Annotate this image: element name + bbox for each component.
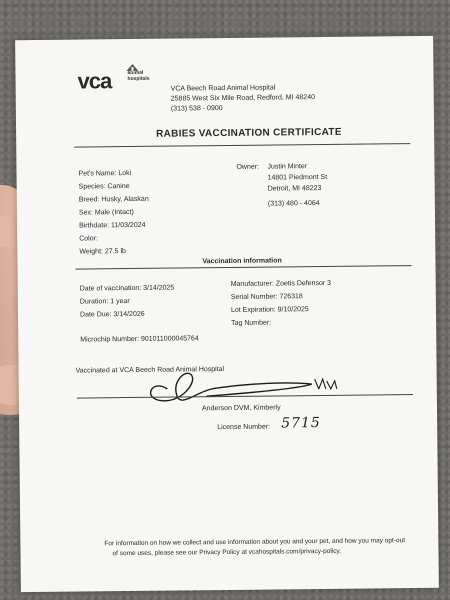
vaccination-section-title: Vaccination information xyxy=(202,257,282,266)
vaccination-date-due: Date Due: 3/14/2026 xyxy=(79,310,145,319)
pet-breed: Breed: Husky, Alaskan xyxy=(78,195,149,204)
hospital-phone: (313) 538 - 0900 xyxy=(170,105,223,113)
pet-name: Pet's Name: Loki xyxy=(78,169,132,178)
vaccine-lot-expiration: Lot Expiration: 9/10/2025 xyxy=(230,306,309,314)
hospital-address: 25885 West Six Mile Road, Redford, MI 48240 xyxy=(170,94,316,103)
license-number-handwritten: 5715 xyxy=(281,415,321,432)
pet-birthdate: Birthdate: 11/03/2024 xyxy=(79,221,146,230)
privacy-footer-line2: of some uses, please see our Privacy Policy at vcahospitals.com/privacy-policy. xyxy=(112,547,342,558)
microchip-number: Microchip Number: 901011000045764 xyxy=(80,335,199,344)
vaccine-serial-number: Serial Number: 726318 xyxy=(230,293,303,301)
certificate-title: RABIES VACCINATION CERTIFICATE xyxy=(156,126,342,140)
logo-sub-line1: animal xyxy=(127,69,144,77)
veterinarian-name: Anderson DVM, Kimberly xyxy=(201,404,281,413)
vaccination-date: Date of vaccination: 3/14/2025 xyxy=(79,284,175,293)
vca-logo: vca xyxy=(77,68,112,94)
pet-sex: Sex: Male (Intact) xyxy=(78,208,134,217)
privacy-footer-line1: For information on how we collect and use information about you and your pet, and how you may opt-out xyxy=(104,537,406,548)
pet-color: Color: xyxy=(79,235,98,243)
hospital-name: VCA Beech Road Animal Hospital xyxy=(170,84,276,93)
vaccination-duration: Duration: 1 year xyxy=(79,298,130,306)
owner-label: Owner: xyxy=(236,163,260,171)
vaccine-manufacturer: Manufacturer: Zoetis Defensor 3 xyxy=(230,279,332,288)
owner-name: Justin Minter xyxy=(267,163,308,171)
license-number-label: License Number: xyxy=(217,423,271,432)
certificate-paper xyxy=(15,36,439,592)
vaccinated-at: Vaccinated at VCA Beech Road Animal Hospital xyxy=(75,366,225,375)
owner-phone: (313) 480 - 4064 xyxy=(267,200,320,208)
logo-subtitle xyxy=(127,70,149,82)
title-divider xyxy=(74,143,410,148)
pet-species: Species: Canine xyxy=(78,183,130,191)
logo-sub-line2: hospitals xyxy=(127,75,150,83)
owner-street: 14801 Piedmont St xyxy=(267,173,328,182)
owner-city: Detroit, MI 48223 xyxy=(267,185,322,193)
pet-weight: Weight: 27.5 lb xyxy=(79,248,126,256)
vaccine-tag-number: Tag Number: xyxy=(231,319,272,327)
